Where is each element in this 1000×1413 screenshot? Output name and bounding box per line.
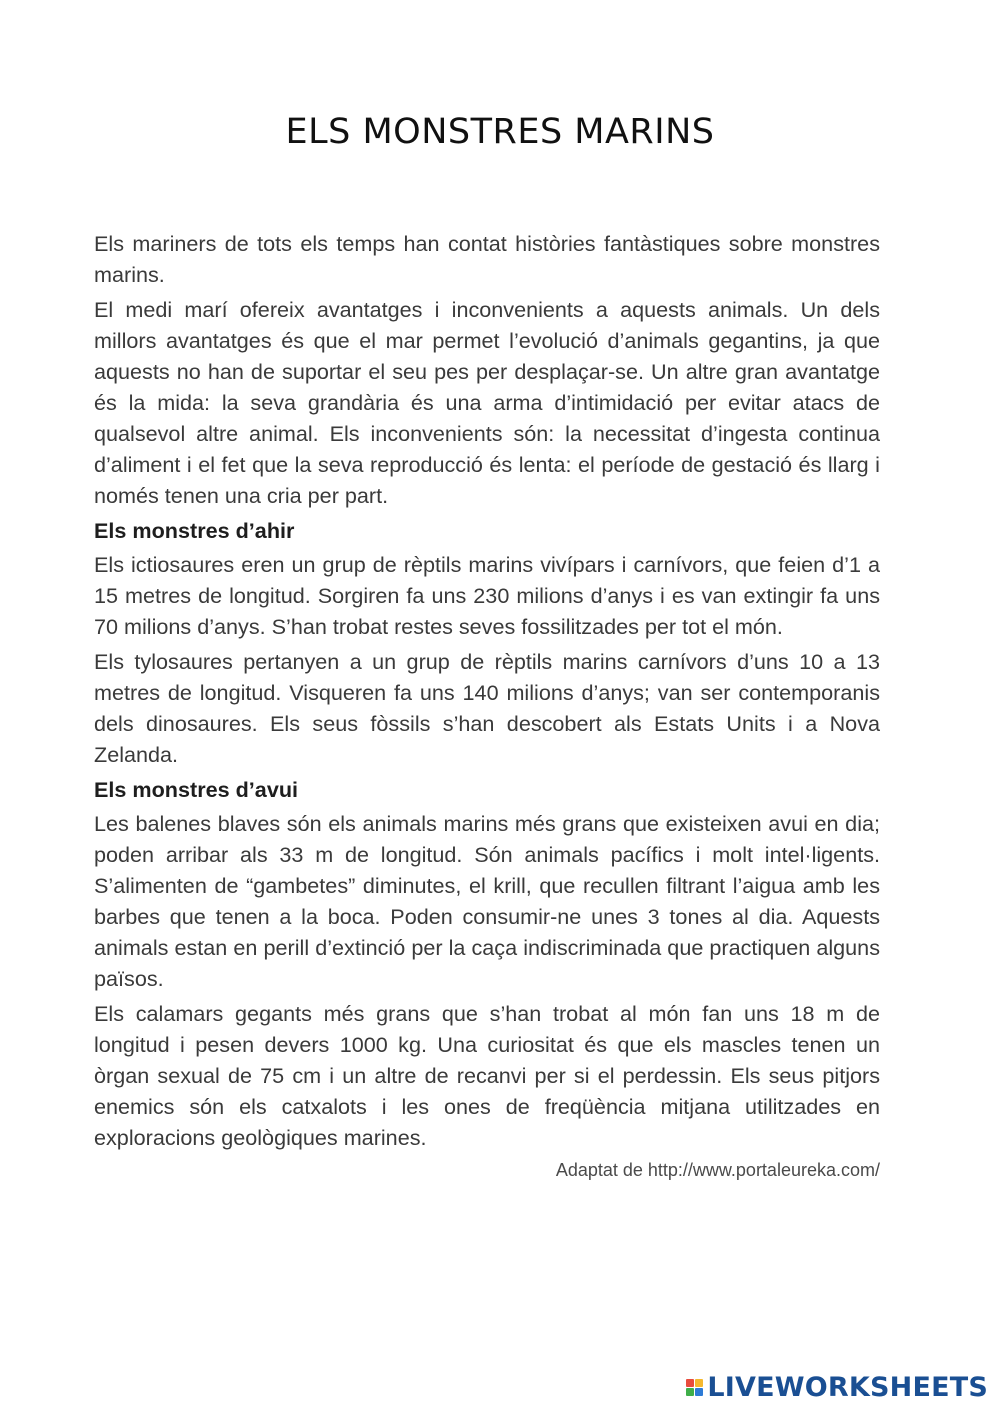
liveworksheets-brand[interactable] xyxy=(686,1372,988,1403)
source-attribution: Adaptat de http://www.portaleureka.com/ xyxy=(555,1160,880,1180)
brand-text: LIVEWORKSHEETS xyxy=(707,1372,988,1403)
intro-paragraph: El medi marí ofereix avantatges i inconvenients a aquests animals. Un dels millors avantatges és que el mar permet l’evolució d’animals gegantins, ja que aquests no han de suportar el seu pes per desplaçar-se. Un altre gran avantatge és la mida: la seva grandària és una arma d’intimidació per evitar atacs de qualsevol altre animal. Els inconvenients són: la necessitat d’ingesta continua d’aliment i el fet que la seva reproducció és lenta: el període de gestació és llarg i només tenen una cria per part. xyxy=(94,297,880,508)
logo-square xyxy=(695,1388,703,1396)
section-paragraph: Les balenes blaves són els animals marins més grans que existeixen avui en dia; poden arribar als 33 m de longitud. Són animals pacífics i molt intel·ligents. S’alimenten de “gambetes” diminutes, el krill, que recullen filtrant l’aigua amb les barbes que tenen a la boca. Poden consumir-ne unes 3 tones al dia. Aquests animals estan en perill d’extinció per la caça indiscriminada que practiquen alguns països. xyxy=(94,811,880,991)
logo-square xyxy=(686,1379,694,1387)
section-paragraph: Els calamars gegants més grans que s’han trobat al món fan uns 18 m de longitud i pesen devers 1000 kg. Una curiositat és que els mascles tenen un òrgan sexual de 75 cm i un altre de recanvi per si el perdessin. Els seus pitjors enemics són els catxalots i les ones de freqüència mitjana utilitzades en exploracions geològiques marines. xyxy=(94,1001,880,1150)
logo-square xyxy=(695,1379,703,1387)
liveworksheets-logo-icon xyxy=(686,1379,703,1396)
article-body xyxy=(94,228,880,1183)
section-paragraph: Els ictiosaures eren un grup de rèptils marins vivípars i carnívors, que feien d’1 a 15 metres de longitud. Sorgiren fa uns 230 milions d’anys i es van extingir fa uns 70 milions d’anys. S’han trobat restes seves fossilitzades per tot el món. xyxy=(94,552,880,639)
section-heading-avui: Els monstres d’avui xyxy=(94,777,299,802)
section-paragraph: Els tylosaures pertanyen a un grup de rèptils marins carnívors d’uns 10 a 13 metres de longitud. Visqueren fa uns 140 milions d’anys; van ser contemporanis dels dinosaures. Els seus fòssils s’han descobert als Estats Units i a Nova Zelanda. xyxy=(94,649,880,767)
logo-square xyxy=(686,1388,694,1396)
section-heading-ahir: Els monstres d’ahir xyxy=(94,518,295,543)
page-title: ELS MONSTRES MARINS xyxy=(285,112,715,152)
intro-paragraph: Els mariners de tots els temps han contat històries fantàstiques sobre monstres marins. xyxy=(94,231,880,287)
